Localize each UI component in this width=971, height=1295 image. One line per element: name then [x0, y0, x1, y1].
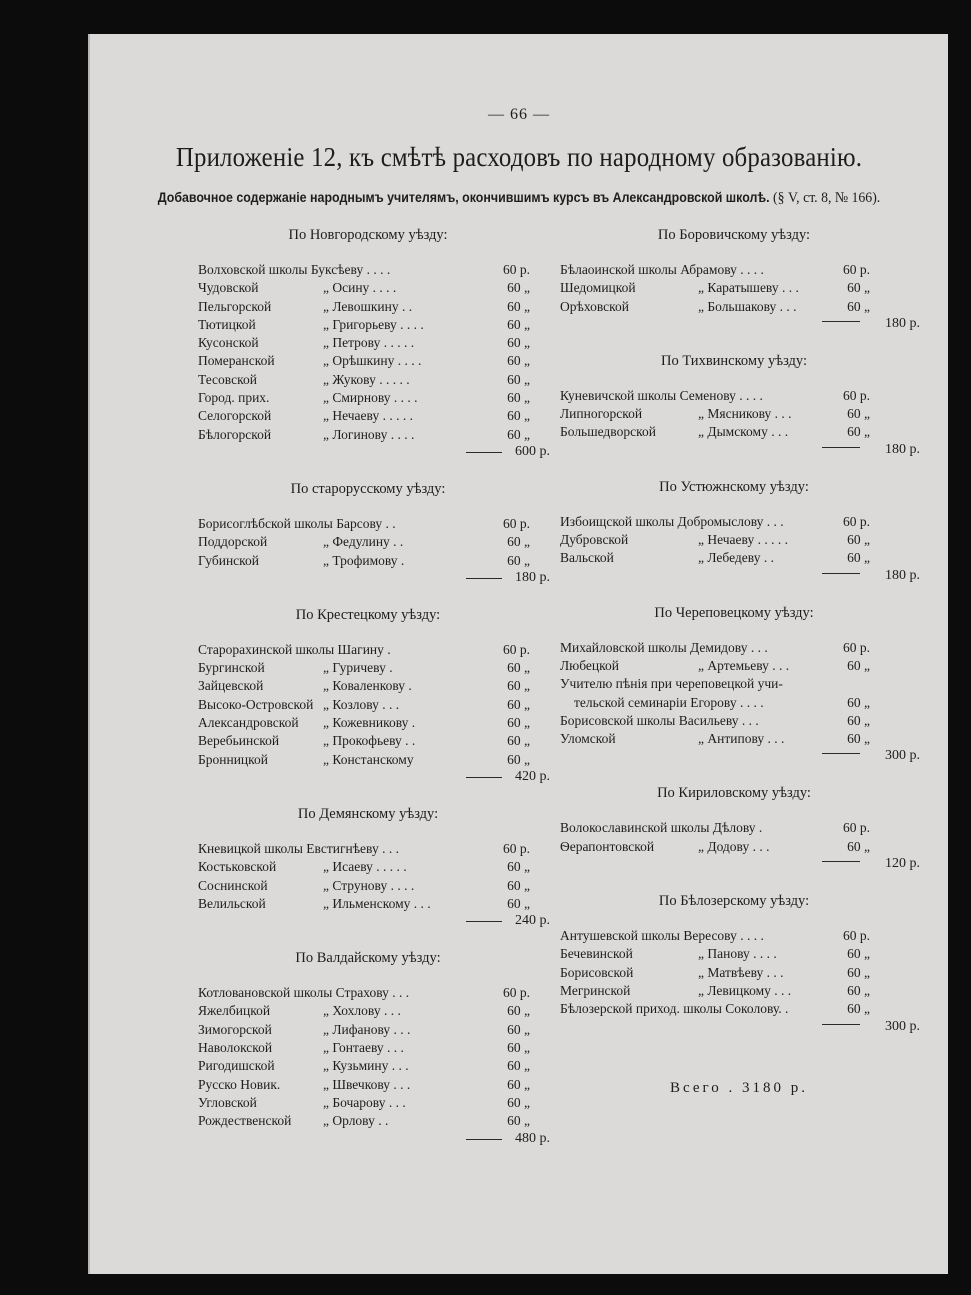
amount: 60 „ — [847, 657, 870, 673]
teacher-name: „ Нечаеву . . . . . — [323, 408, 413, 424]
district-total — [198, 1131, 550, 1153]
teacher-name: „ Федулину . . — [323, 534, 404, 550]
district-total — [198, 913, 550, 935]
teacher-name: „ Антипову . . . — [698, 731, 785, 747]
amount: 60 „ — [507, 390, 530, 406]
teacher-name: „ Исаеву . . . . . — [323, 859, 407, 875]
table-row — [560, 657, 920, 675]
school-name: Угловской — [198, 1094, 257, 1110]
table-row — [198, 533, 550, 551]
right-column — [560, 226, 920, 1041]
teacher-name: „ Смирнову . . . . — [323, 390, 418, 406]
school-name: Мегринской — [560, 982, 631, 998]
amount: 60 „ — [507, 1040, 530, 1056]
amount: 60 „ — [847, 550, 870, 566]
school-name: Куневичской школы Семенову . . . . — [560, 387, 763, 403]
school-name: Уломской — [560, 731, 616, 747]
district-section — [198, 805, 550, 935]
amount: 60 р. — [503, 641, 530, 657]
total-amount: 300 р. — [885, 1018, 920, 1034]
teacher-name: „ Лебедеву . . — [698, 550, 774, 566]
table-row — [198, 1039, 550, 1057]
table-row — [560, 513, 920, 531]
table-row — [198, 1094, 550, 1112]
amount: 60 „ — [507, 1076, 530, 1092]
table-row — [560, 945, 920, 963]
district-section — [560, 784, 920, 878]
amount: 60 р. — [843, 928, 870, 944]
teacher-name: „ Додову . . . — [698, 838, 770, 854]
teacher-name: „ Артемьеву . . . — [698, 657, 790, 673]
amount: 60 „ — [507, 335, 530, 351]
school-name: Старорахинской школы Шагину . — [198, 641, 391, 657]
school-name: Учителю пѣнія при череповецкой учи- — [560, 676, 783, 692]
teacher-name: „ Кузьмину . . . — [323, 1058, 409, 1074]
teacher-name: „ Григорьеву . . . . — [323, 316, 424, 332]
total-amount: 180 р. — [515, 569, 550, 585]
teacher-name: „ Каратышеву . . . — [698, 280, 799, 296]
district-title: По Устюжнскому уѣзду: — [659, 478, 809, 495]
school-name: Бѣлаоинской школы Абрамову . . . . — [560, 262, 764, 277]
table-row — [198, 659, 550, 677]
school-name: Город. прих. — [198, 390, 270, 406]
teacher-name: „ Орѣшкину . . . . — [323, 353, 422, 369]
school-name: тельской семинаріи Егорову . . . . — [574, 694, 764, 710]
total-amount: 420 р. — [515, 768, 550, 784]
amount: 60 „ — [507, 534, 530, 550]
school-name: Михайловской школы Демидову . . . — [560, 639, 768, 655]
amount: 60 „ — [507, 859, 530, 875]
total-rule — [466, 452, 502, 453]
school-name: Тютицкой — [198, 316, 256, 332]
table-row — [560, 639, 920, 657]
school-name: Шедомицкой — [560, 280, 636, 296]
amount: 60 „ — [507, 1021, 530, 1037]
table-row — [560, 819, 920, 837]
school-name: Соснинской — [198, 877, 268, 893]
district-total — [560, 568, 920, 590]
subtitle-reference: (§ V, ст. 8, № 166). — [773, 190, 881, 206]
table-row — [560, 387, 920, 405]
teacher-name: „ Матвѣеву . . . — [698, 964, 784, 980]
left-column — [198, 226, 550, 1153]
amount: 60 „ — [507, 316, 530, 332]
total-rule — [466, 777, 502, 778]
table-row — [198, 714, 550, 732]
table-row — [560, 298, 920, 316]
table-row — [560, 712, 920, 730]
amount: 60 „ — [847, 424, 870, 440]
total-amount: 480 р. — [515, 1130, 550, 1146]
amount: 60 „ — [507, 353, 530, 369]
school-name: Русско Новик. — [198, 1076, 281, 1092]
teacher-name: „ Жукову . . . . . — [323, 371, 410, 387]
school-name: Тесовской — [198, 371, 257, 387]
table-row — [198, 426, 550, 444]
table-row — [198, 840, 550, 858]
school-name: Вальской — [560, 550, 614, 566]
teacher-name: „ Орлову . . — [323, 1113, 389, 1129]
amount: 60 „ — [847, 964, 870, 980]
table-row — [198, 677, 550, 695]
amount: 60 р. — [503, 515, 530, 531]
school-name: Померанской — [198, 353, 275, 369]
teacher-name: „ Гуричеву . — [323, 660, 393, 676]
teacher-name: „ Хохлову . . . — [323, 1003, 401, 1019]
teacher-name: „ Дымскому . . . — [698, 424, 789, 440]
total-amount: 180 р. — [885, 315, 920, 331]
amount: 60 „ — [507, 371, 530, 387]
amount: 60 „ — [847, 694, 870, 710]
amount: 60 „ — [507, 696, 530, 712]
district-section — [198, 226, 550, 466]
table-row — [198, 1021, 550, 1039]
table-row — [198, 858, 550, 876]
amount: 60 „ — [507, 1094, 530, 1110]
total-amount: 240 р. — [515, 913, 550, 929]
amount: 60 „ — [507, 1058, 530, 1074]
page-subtitle — [124, 190, 913, 207]
page-title: Приложенiе 12, къ смѣтѣ расходовъ по народному образованiю. — [175, 142, 863, 172]
amount: 60 „ — [507, 280, 530, 296]
school-name: Зайцевской — [198, 678, 264, 694]
amount: 60 „ — [507, 1113, 530, 1129]
amount: 60 р. — [843, 639, 870, 655]
amount: 60 „ — [507, 877, 530, 893]
district-title: По Новгородскому уѣзду: — [288, 227, 448, 243]
table-row — [198, 641, 550, 659]
table-row — [560, 405, 920, 423]
table-row — [198, 1002, 550, 1020]
school-name: Яжелбицкой — [198, 1003, 271, 1019]
total-rule — [822, 447, 860, 448]
table-row — [560, 261, 920, 279]
school-name: Избоищской школы Добромыслову . . . — [560, 513, 784, 529]
total-rule — [822, 753, 860, 754]
table-row — [198, 371, 550, 389]
school-name: Борисовской школы Васильеву . . . — [560, 712, 759, 728]
table-row — [198, 298, 550, 316]
total-amount: 300 р. — [885, 748, 920, 764]
teacher-name: „ Трофимову . — [323, 552, 405, 568]
total-amount: 600 р. — [515, 443, 550, 459]
total-rule — [822, 573, 860, 574]
table-row — [198, 279, 550, 297]
district-total — [198, 444, 550, 466]
teacher-name: „ Коваленкову . — [323, 678, 412, 694]
teacher-name: „ Большакову . . . — [698, 298, 797, 314]
teacher-name: „ Петрову . . . . . — [323, 335, 415, 351]
table-row — [198, 751, 550, 769]
district-section — [560, 352, 920, 464]
total-rule — [466, 1139, 502, 1140]
table-row — [198, 877, 550, 895]
table-row — [198, 261, 550, 279]
district-section — [198, 606, 550, 791]
table-row — [560, 279, 920, 297]
district-section — [560, 604, 920, 771]
teacher-name: „ Струнову . . . . — [323, 877, 415, 893]
table-row — [198, 984, 550, 1002]
total-rule — [466, 921, 502, 922]
district-section — [198, 949, 550, 1152]
school-name: Любецкой — [560, 657, 619, 673]
school-name: Бургинской — [198, 660, 265, 676]
amount: 60 „ — [507, 426, 530, 442]
school-name: Большедворской — [560, 424, 656, 440]
teacher-name: „ Козлову . . . — [323, 696, 400, 712]
amount: 60 р. — [843, 387, 870, 403]
amount: 60 р. — [843, 262, 870, 277]
teacher-name: „ Осину . . . . — [323, 280, 397, 296]
amount: 60 „ — [507, 715, 530, 731]
total-amount: 180 р. — [885, 441, 920, 457]
amount: 60 „ — [507, 298, 530, 314]
table-row — [198, 552, 550, 570]
table-row — [198, 1057, 550, 1075]
total-rule — [822, 321, 860, 322]
district-title: По Тихвинскому уѣзду: — [660, 352, 808, 369]
teacher-name: „ Швечкову . . . — [323, 1076, 411, 1092]
school-name: Липногорской — [560, 406, 643, 422]
amount: 60 „ — [507, 408, 530, 424]
district-title: По Крестецкому уѣзду: — [295, 606, 441, 623]
teacher-name: „ Ильменскому . . . — [323, 895, 431, 911]
teacher-name: „ Прокофьеву . . — [323, 733, 416, 749]
school-name: Бѣлозерской приход. школы Соколову. . — [560, 1001, 789, 1017]
district-title: По Демянскому уѣзду: — [297, 805, 439, 822]
district-section — [560, 892, 920, 1040]
amount: 60 р. — [503, 985, 530, 1001]
school-name: Костьковской — [198, 859, 277, 875]
district-total — [560, 748, 920, 770]
teacher-name: „ Бочарову . . . — [323, 1094, 406, 1110]
table-row — [198, 895, 550, 913]
school-name: Поддорской — [198, 534, 268, 550]
table-row — [560, 694, 920, 712]
page-number: — 66 — — [488, 106, 550, 123]
school-name: Чудовской — [198, 280, 259, 296]
amount: 60 „ — [847, 838, 870, 854]
amount: 60 „ — [507, 733, 530, 749]
table-row — [198, 334, 550, 352]
amount: 60 „ — [507, 1003, 530, 1019]
district-title: По Боровичскому уѣзду: — [657, 227, 811, 243]
district-title: По Кириловскому уѣзду: — [657, 785, 811, 802]
amount: 60 „ — [847, 1001, 870, 1017]
teacher-name: „ Гонтаеву . . . — [323, 1040, 404, 1056]
amount: 60 „ — [507, 895, 530, 911]
school-name: Котловановской школы Страхову . . . — [198, 985, 410, 1001]
table-row — [198, 352, 550, 370]
table-row — [560, 1000, 920, 1018]
total-amount: 120 р. — [885, 856, 920, 872]
district-section — [560, 226, 920, 338]
table-row — [560, 675, 920, 693]
table-row — [198, 696, 550, 714]
school-name: Орѣховской — [560, 298, 629, 314]
school-name: Наволокской — [198, 1040, 273, 1056]
school-name: Ригодишской — [198, 1058, 275, 1074]
school-name: Губинской — [198, 552, 260, 568]
table-row — [560, 982, 920, 1000]
school-name: Селогорской — [198, 408, 272, 424]
district-section — [560, 478, 920, 590]
amount: 60 р. — [503, 262, 530, 277]
table-row — [560, 964, 920, 982]
grand-total: Всего . 3180 р. — [670, 1080, 809, 1096]
school-name: Бечевинской — [560, 946, 633, 962]
teacher-name: „ Панову . . . . — [698, 946, 777, 962]
school-name: Высоко-Островской — [198, 696, 314, 712]
teacher-name: „ Нечаеву . . . . . — [698, 532, 788, 548]
total-rule — [822, 861, 860, 862]
table-row — [198, 732, 550, 750]
district-total — [560, 1019, 920, 1041]
amount: 60 р. — [843, 513, 870, 529]
amount: 60 р. — [503, 840, 530, 856]
district-title: По Череповецкому уѣзду: — [654, 604, 814, 621]
total-rule — [822, 1024, 860, 1025]
district-total — [560, 442, 920, 464]
teacher-name: „ Констанскому — [323, 751, 414, 767]
teacher-name: „ Левошкину . . — [323, 298, 413, 314]
teacher-name: „ Логинову . . . . — [323, 426, 415, 442]
table-row — [198, 1076, 550, 1094]
amount: 60 „ — [847, 298, 870, 314]
amount: 60 „ — [847, 532, 870, 548]
document-page — [88, 34, 948, 1274]
subtitle-text: Добавочное содержанiе народнымъ учителямъ, окончившимъ курсъ въ Александровской школѣ. — [157, 190, 770, 205]
amount: 60 „ — [847, 946, 870, 962]
teacher-name: „ Левицкому . . . — [698, 982, 792, 998]
teacher-name: „ Кожевникову . — [323, 715, 416, 731]
amount: 60 „ — [507, 660, 530, 676]
school-name: Кусонской — [198, 335, 259, 351]
amount: 60 „ — [847, 280, 870, 296]
school-name: Волокославинской школы Дѣлову . — [560, 820, 763, 836]
school-name: Бронницкой — [198, 751, 268, 767]
district-section — [198, 480, 550, 592]
table-row — [560, 927, 920, 945]
table-row — [560, 423, 920, 441]
school-name: Пельгорской — [198, 298, 272, 314]
school-name: Ѳерапонтовской — [560, 838, 655, 854]
school-name: Рождественской — [198, 1113, 292, 1129]
amount: 60 „ — [847, 712, 870, 728]
school-name: Бѣлогорской — [198, 426, 272, 442]
district-total — [560, 856, 920, 878]
total-amount: 180 р. — [885, 567, 920, 583]
school-name: Волховской школы Буксѣеву . . . . — [198, 262, 391, 277]
table-row — [198, 389, 550, 407]
school-name: Зимогорской — [198, 1021, 272, 1037]
teacher-name: „ Мясникову . . . — [698, 406, 792, 422]
amount: 60 „ — [507, 552, 530, 568]
school-name: Антушевской школы Вересову . . . . — [560, 928, 764, 944]
district-title: По старорусскому уѣзду: — [290, 480, 446, 497]
district-total — [198, 769, 550, 791]
school-name: Веребьинской — [198, 733, 280, 749]
table-row — [198, 407, 550, 425]
district-total — [560, 316, 920, 338]
school-name: Кневицкой школы Евстигнѣеву . . . — [198, 840, 399, 856]
table-row — [560, 730, 920, 748]
school-name: Борисовской — [560, 964, 634, 980]
table-row — [560, 549, 920, 567]
table-row — [560, 531, 920, 549]
amount: 60 „ — [847, 982, 870, 998]
total-rule — [466, 578, 502, 579]
district-total — [198, 570, 550, 592]
district-title: По Бѣлозерскому уѣзду: — [658, 893, 810, 910]
teacher-name: „ Лифанову . . . — [323, 1021, 411, 1037]
amount: 60 р. — [843, 820, 870, 836]
table-row — [198, 515, 550, 533]
amount: 60 „ — [507, 678, 530, 694]
amount: 60 „ — [847, 731, 870, 747]
table-row — [198, 1112, 550, 1130]
amount: 60 „ — [847, 406, 870, 422]
table-row — [560, 838, 920, 856]
school-name: Дубровской — [560, 532, 629, 548]
district-title: По Валдайскому уѣзду: — [295, 950, 441, 967]
school-name: Велильской — [198, 895, 266, 911]
school-name: Борисоглѣбской школы Барсову . . — [198, 515, 396, 531]
school-name: Александровской — [198, 715, 299, 731]
amount: 60 „ — [507, 751, 530, 767]
table-row — [198, 316, 550, 334]
